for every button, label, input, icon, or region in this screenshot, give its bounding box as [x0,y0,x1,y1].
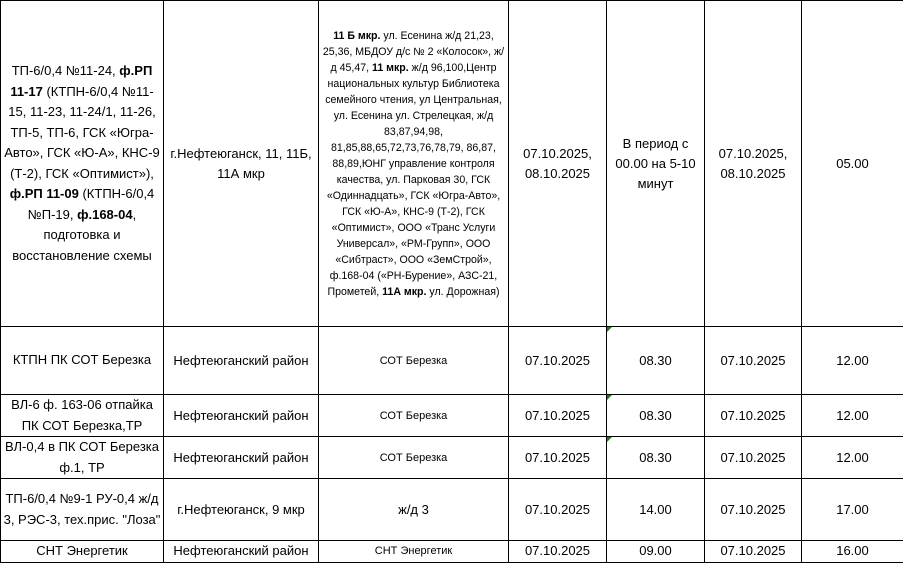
date-on-cell[interactable] [705,541,802,563]
time-on-cell[interactable] [802,541,903,563]
date-off-cell[interactable] [509,479,607,541]
time-off-text: 08.30 [639,353,672,368]
object-cell[interactable] [1,1,164,327]
text-fragment: , подготовка и восстановление схемы [12,207,152,263]
date-on-text: 07.10.2025 [720,353,785,368]
time-on-text: 12.00 [836,353,869,368]
time-on-text: 17.00 [836,502,869,517]
table-row [1,327,903,395]
bold-fragment: ф.168-04 [77,207,132,222]
object-cell[interactable] [1,395,164,437]
address-text: СОТ Березка [380,410,448,422]
address-cell[interactable] [319,1,509,327]
time-on-cell[interactable] [802,479,903,541]
date-on-cell[interactable] [705,395,802,437]
text-fragment: (КТПН-6/0,4 №П-19, [28,186,155,222]
bold-fragment: ф.РП 11-09 [10,186,79,201]
time-off-cell[interactable] [607,437,705,479]
time-off-text: 14.00 [639,502,672,517]
time-off-text: В период с 00.00 на 5-10 минут [615,136,695,191]
date-on-cell[interactable] [705,327,802,395]
date-on-text: 07.10.2025, 08.10.2025 [719,146,788,181]
date-on-cell[interactable] [705,1,802,327]
object-cell[interactable] [1,327,164,395]
date-on-text: 07.10.2025 [720,450,785,465]
date-off-cell[interactable] [509,437,607,479]
text-fragment: ул. Есенина ж/д 21,23, 25,36, МБДОУ д/с № 2 «Колосок», ж/д 45,47, [323,30,504,74]
table-row [1,1,903,327]
date-on-cell[interactable] [705,479,802,541]
time-off-text: 09.00 [639,543,672,558]
location-cell[interactable] [164,479,319,541]
object-text: ВЛ-6 ф. 163-06 отпайка ПК СОТ Березка,ТР [11,397,153,433]
location-text: Нефтеюганский район [173,450,308,465]
object-text [4,63,160,263]
date-off-cell[interactable] [509,327,607,395]
time-on-cell[interactable] [802,437,903,479]
object-text: КТПН ПК СОТ Березка [13,352,151,367]
address-text: СНТ Энергетик [375,545,452,557]
time-on-text: 12.00 [836,408,869,423]
date-off-text: 07.10.2025 [525,450,590,465]
object-text: СНТ Энергетик [36,543,127,558]
date-off-text: 07.10.2025 [525,543,590,558]
time-off-cell[interactable] [607,327,705,395]
address-cell[interactable] [319,541,509,563]
address-text: СОТ Березка [380,452,448,464]
time-on-cell[interactable] [802,1,903,327]
address-cell[interactable] [319,479,509,541]
text-fragment: ул. Дорожная) [426,286,499,298]
time-off-cell[interactable] [607,1,705,327]
bold-fragment: ф.РП 11-17 [10,63,152,99]
location-text: Нефтеюганский район [173,408,308,423]
table-row [1,437,903,479]
object-text: ТП-6/0,4 №9-1 РУ-0,4 ж/д 3, РЭС-3, тех.прис. "Лоза" [4,491,161,527]
time-on-cell[interactable] [802,327,903,395]
address-text: СОТ Березка [380,355,448,367]
time-off-cell[interactable] [607,541,705,563]
date-on-text: 07.10.2025 [720,408,785,423]
location-cell[interactable] [164,395,319,437]
location-cell[interactable] [164,327,319,395]
address-text: ж/д 3 [398,502,429,517]
address-cell[interactable] [319,327,509,395]
time-off-text: 08.30 [639,408,672,423]
text-fragment: ж/д 96,100,Центр национальных культур Библиотека семейного чтения, ул Центральная, ул. Есенина ул. Стрелецкая, ж/д 83,87,94,98, 81,85,88,65,72,73,76,78,79, 86,87, 88,89,ЮНГ управление контроля качества, ул. Парковая 30, ГСК «Одиннадцать», ГСК «Югра-Авто», ГСК «Ю-А», КНС-9 (Т-2), ГСК «Оптимист», ООО «Транс Услуги Универсал», «РМ-Групп», ООО «Сибтраст», ООО «ЗемСтрой», ф.168-04 («РН-Бурение», АЗС-21, Прометей, [325,62,502,298]
bold-fragment: 11 Б мкр. [333,30,380,42]
table-row [1,395,903,437]
date-off-cell[interactable] [509,1,607,327]
date-off-cell[interactable] [509,395,607,437]
date-off-text: 07.10.2025 [525,502,590,517]
text-fragment: (КТПН-6/0,4 №11-15, 11-23, 11-24/1, 11-26, ТП-5, ТП-6, ГСК «Югра-Авто», ГСК «Ю-А», КНС-9 (Т-2), ГСК «Оптимист»), [4,84,160,181]
date-off-cell[interactable] [509,541,607,563]
date-off-text: 07.10.2025 [525,408,590,423]
location-text: г.Нефтеюганск, 11, 11Б, 11А мкр [170,146,311,181]
text-fragment: ТП-6/0,4 №11-24, [12,63,120,78]
location-cell[interactable] [164,541,319,563]
location-text: Нефтеюганский район [173,543,308,558]
object-cell[interactable] [1,479,164,541]
bold-fragment: 11А мкр. [382,286,426,298]
date-off-text: 07.10.2025, 08.10.2025 [523,146,592,181]
time-off-cell[interactable] [607,479,705,541]
object-cell[interactable] [1,541,164,563]
location-text: Нефтеюганский район [173,353,308,368]
time-off-text: 08.30 [639,450,672,465]
time-on-cell[interactable] [802,395,903,437]
date-on-text: 07.10.2025 [720,502,785,517]
time-on-text: 12.00 [836,450,869,465]
bold-fragment: 11 мкр. [372,62,409,74]
object-text: ВЛ-0,4 в ПК СОТ Березка ф.1, ТР [5,439,159,475]
date-off-text: 07.10.2025 [525,353,590,368]
object-cell[interactable] [1,437,164,479]
location-cell[interactable] [164,1,319,327]
location-cell[interactable] [164,437,319,479]
table-row [1,541,903,563]
date-on-cell[interactable] [705,437,802,479]
time-off-cell[interactable] [607,395,705,437]
time-on-text: 16.00 [836,543,869,558]
time-on-text: 05.00 [836,156,869,171]
address-cell[interactable] [319,437,509,479]
table-row [1,479,903,541]
date-on-text: 07.10.2025 [720,543,785,558]
address-cell[interactable] [319,395,509,437]
address-text [323,30,504,298]
location-text: г.Нефтеюганск, 9 мкр [177,502,305,517]
